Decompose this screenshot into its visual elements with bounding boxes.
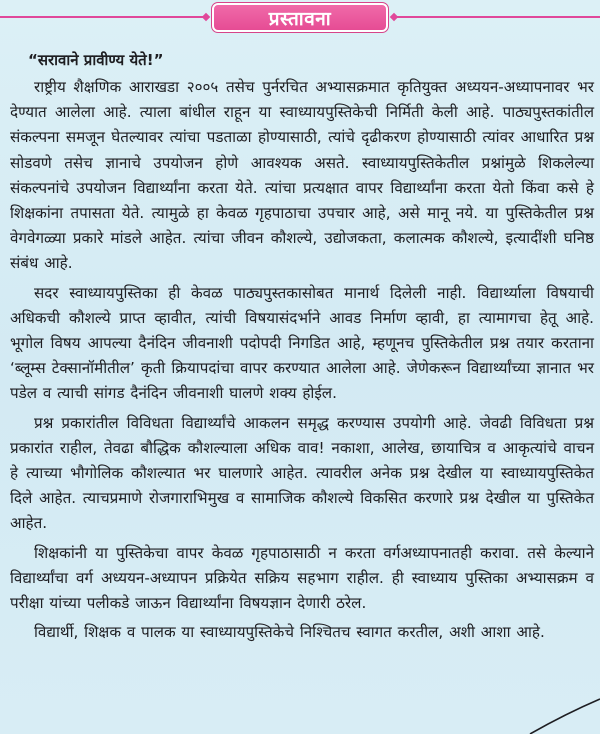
page-title: प्रस्तावना xyxy=(268,7,332,30)
header-ornament-left xyxy=(202,13,210,21)
corner-swoosh-decoration xyxy=(520,694,600,734)
paragraph-5: विद्यार्थी, शिक्षक व पालक या स्वाध्यायपुस्तिकेचे निश्चितच स्वागत करतील, अशी आशा आहे. xyxy=(34,623,545,642)
header-rule-left xyxy=(0,16,206,18)
title-badge xyxy=(212,3,388,32)
header-rule-right xyxy=(392,16,600,18)
paragraph-4: शिक्षकांनी या पुस्तिकेचा वापर केवळ गृहपाठासाठी न करता वर्गअध्यापनातही करावा. तसे केल्याने विद्यार्थ्यांचा वर्ग अध्ययन-अध्यापन प्रक्रियेत सक्रिय सहभाग राहील. ही स्वाध्याय पुस्तिका अभ्यासक्रम व परीक्षा यांच्या पलीकडे जाऊन विद्यार्थ्यांना विषयज्ञान देणारी ठरेल. xyxy=(10,543,594,613)
paragraph-2: सदर स्वाध्यायपुस्तिका ही केवळ पाठ्यपुस्तकासोबत मानार्थ दिलेली नाही. विद्यार्थ्याला विषयाची अधिकची कौशल्ये प्राप्त व्हावीत, त्यांची विषयासंदर्भाने आवड निर्माण व्हावी, हा त्यामागचा हेतू आहे. भूगोल विषय आपल्या दैनंदिन जीवनाशी पदोपदी निगडित आहे, म्हणूनच पुस्तिकेतील प्रश्न तयार करताना ‘ब्लूम्स टेक्सानॉमीतील’ कृती क्रियापदांचा वापर करण्यात आलेला आहे. जेणेकरून विद्यार्थ्यांच्या ज्ञानात भर पडेल व त्याची सांगड दैनंदिन जीवनाशी घालणे शक्य होईल. xyxy=(10,283,594,403)
preface-body xyxy=(10,48,594,649)
motto: “सरावाने प्रावीण्य येते!” xyxy=(28,51,164,69)
paragraph-3: प्रश्न प्रकारांतील विविधता विद्यार्थ्यांचे आकलन समृद्ध करण्यास उपयोगी आहे. जेवढी विविधता प्रश्न प्रकारांत राहील, तेवढा बौद्धिक कौशल्याला अधिक वाव! नकाशा, आलेख, छायाचित्र व आकृत्यांचे वाचन हे त्याच्या भौगोलिक कौशल्यात भर घालणारे आहेत. त्यावरील अनेक प्रश्न देखील या स्वाध्यायपुस्तिकेत दिले आहेत. त्याचप्रमाणे रोजगाराभिमुख व सामाजिक कौशल्ये विकसित करणारे प्रश्न देखील या पुस्तिकेत आहेत. xyxy=(10,413,594,533)
header-ornament-right xyxy=(390,13,398,21)
paragraph-1: राष्ट्रीय शैक्षणिक आराखडा २००५ तसेच पुर्नरचित अभ्यासक्रमात कृतियुक्त अध्ययन-अध्यापनावर भर देण्यात आलेला आहे. त्याला बांधील राहून या स्वाध्यायपुस्तिकेची निर्मिती केली आहे. पाठ्यपुस्तकांतील संकल्पना समजून घेतल्यावर त्यांचा पडताळा होण्यासाठी, त्यांचे दृढीकरण होण्यासाठी त्यांवर आधारित प्रश्न सोडवणे तसेच ज्ञानाचे उपयोजन होणे आवश्यक असते. स्वाध्यायपुस्तिकेतील प्रश्नांमुळे शिकलेल्या संकल्पनांचे उपयोजन विद्यार्थ्यांना करता येते. त्यांचा प्रत्यक्षात वापर विद्यार्थ्यांना करता येतो किंवा कसे हे शिक्षकांना तपासता येते. त्यामुळे हा केवळ गृहपाठाचा उपचार आहे, असे मानू नये. या पुस्तिकेतील प्रश्न वेगवेगळ्या प्रकारे मांडले आहेत. त्यांचा जीवन कौशल्ये, उद्योजकता, कलात्मक कौशल्ये, इत्यादींशी घनिष्ठ संबंध आहे. xyxy=(10,78,594,273)
